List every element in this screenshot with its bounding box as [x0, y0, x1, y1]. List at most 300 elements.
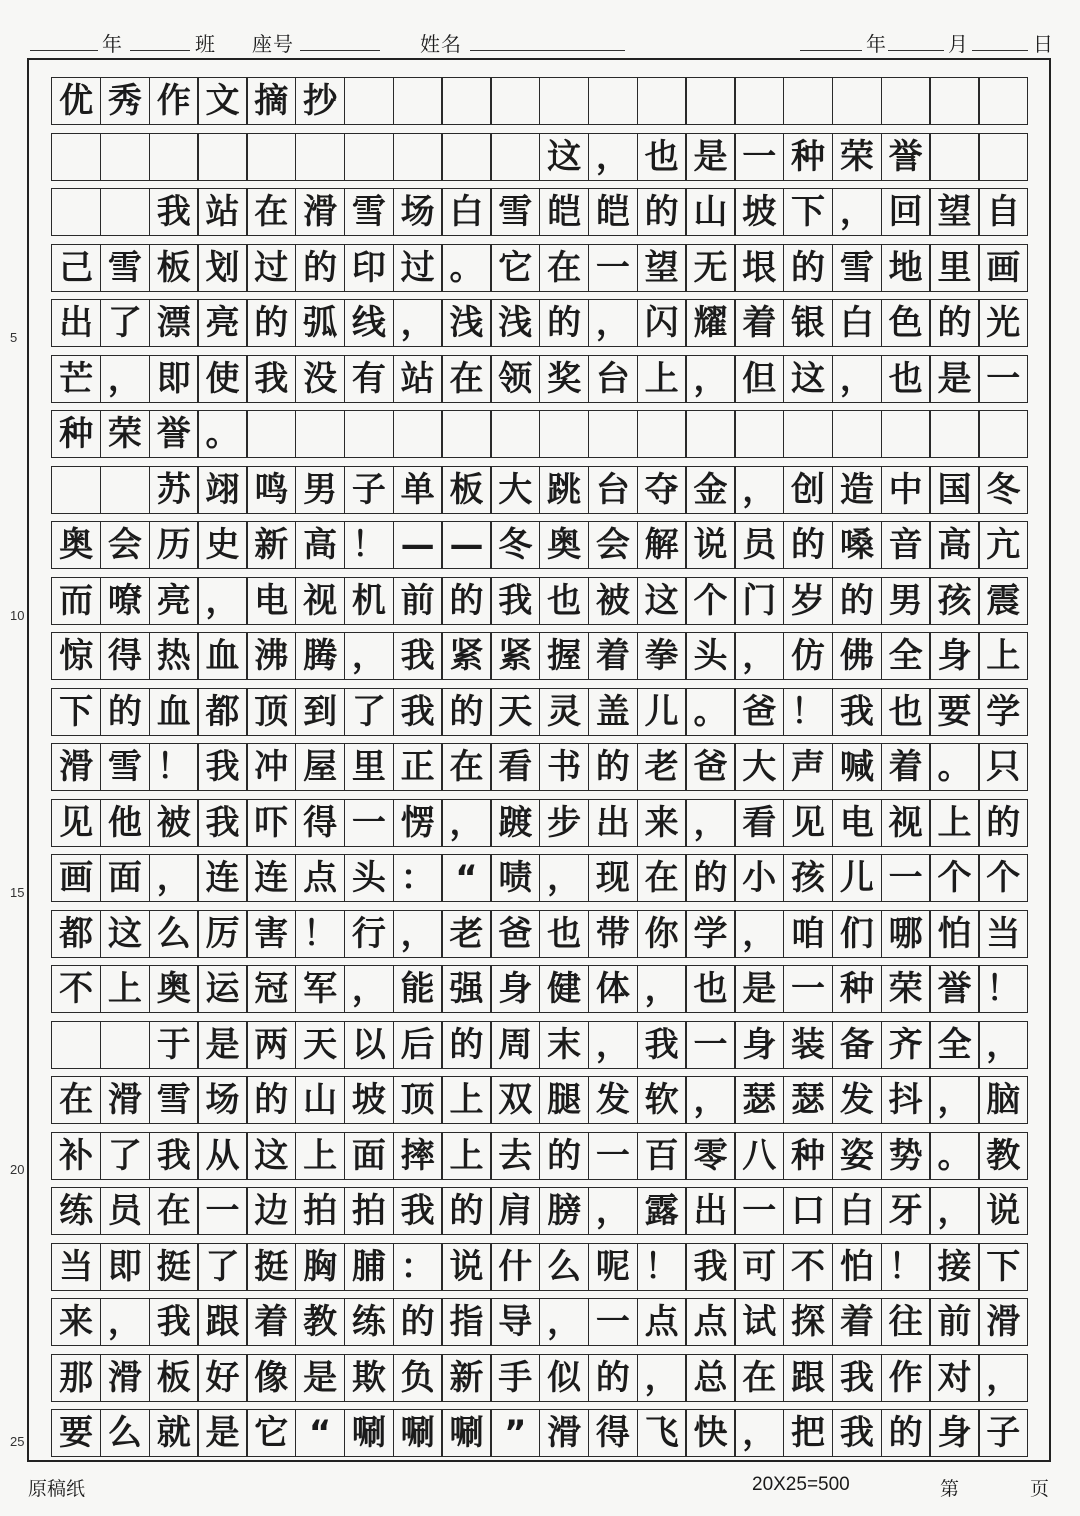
- grid-cell: 是: [197, 1021, 247, 1069]
- grid-cell: ，: [685, 799, 735, 847]
- grid-cell: 接: [929, 1243, 979, 1291]
- grid-cell: 势: [881, 1132, 931, 1180]
- grid-cell: 板: [149, 244, 199, 292]
- grid-cell: 不: [783, 1243, 833, 1291]
- grid-cell: 没: [295, 355, 345, 403]
- grid-cell: 顶: [393, 1076, 443, 1124]
- grid-cell: 军: [295, 965, 345, 1013]
- grid-cell: —: [441, 521, 491, 569]
- grid-cell: 这: [637, 577, 687, 625]
- grid-cell: 八: [734, 1132, 784, 1180]
- grid-cell: [978, 77, 1028, 125]
- grid-cell: 我: [393, 632, 443, 680]
- grid-cell: [685, 410, 735, 458]
- grid-cell: 发: [832, 1076, 882, 1124]
- grid-cell: 作: [881, 1354, 931, 1402]
- grid-cell: ，: [393, 299, 443, 347]
- grid-cell: 视: [881, 799, 931, 847]
- grid-cell: 板: [441, 466, 491, 514]
- grid-cell: 就: [149, 1409, 199, 1457]
- grid-cell: 把: [783, 1409, 833, 1457]
- grid-cell: 里: [344, 743, 394, 791]
- grid-cell: 垠: [734, 244, 784, 292]
- grid-cell: 行: [344, 910, 394, 958]
- grid-cell: 是: [929, 355, 979, 403]
- grid-cell: 的: [441, 1187, 491, 1235]
- grid-cell: 也: [539, 910, 589, 958]
- grid-cell: 过: [246, 244, 296, 292]
- grid-cell: 高: [929, 521, 979, 569]
- grid-cell: 白: [832, 299, 882, 347]
- grid-cell: [588, 77, 638, 125]
- grid-cell: ！: [344, 521, 394, 569]
- grid-cell: 漂: [149, 299, 199, 347]
- grid-cell: 望: [637, 244, 687, 292]
- grid-cell: 种: [783, 133, 833, 181]
- grid-cell: 露: [637, 1187, 687, 1235]
- grid-cell: 白: [441, 188, 491, 236]
- grid-cell: 唰: [393, 1409, 443, 1457]
- grid-cell: [783, 410, 833, 458]
- grid-cell: 脯: [344, 1243, 394, 1291]
- day-blank[interactable]: [972, 50, 1028, 51]
- grid-cell: [978, 133, 1028, 181]
- grid-cell: ，: [539, 1298, 589, 1346]
- grid-cell: 双: [490, 1076, 540, 1124]
- grid-cell: 。: [929, 743, 979, 791]
- grid-cell: 末: [539, 1021, 589, 1069]
- grid-cell: [832, 77, 882, 125]
- grid-cell: 抖: [881, 1076, 931, 1124]
- grid-cell: 的: [539, 299, 589, 347]
- header-name-label: 姓名: [420, 32, 462, 56]
- grid-cell: 这: [246, 1132, 296, 1180]
- grid-cell: 前: [393, 577, 443, 625]
- grid-cell: 里: [929, 244, 979, 292]
- grid-cell: 坡: [734, 188, 784, 236]
- grid-cell: 么: [149, 910, 199, 958]
- grid-cell: 。: [441, 244, 491, 292]
- grid-cell: 点: [295, 854, 345, 902]
- grid-cell: 浅: [441, 299, 491, 347]
- grid-cell: 什: [490, 1243, 540, 1291]
- grid-cell: ！: [295, 910, 345, 958]
- grid-cell: 学: [685, 910, 735, 958]
- grid-cell: 踱: [490, 799, 540, 847]
- grid-cell: 步: [539, 799, 589, 847]
- grid-cell: 姿: [832, 1132, 882, 1180]
- footer-spec: 20X25=500: [752, 1474, 850, 1495]
- grid-cell: [881, 77, 931, 125]
- grid-cell: 只: [978, 743, 1028, 791]
- grid-cell: 秀: [100, 77, 150, 125]
- grid-cell: [734, 410, 784, 458]
- grid-cell: 教: [978, 1132, 1028, 1180]
- grid-cell: 闪: [637, 299, 687, 347]
- grid-cell: 滑: [978, 1298, 1028, 1346]
- grid-cell: 冲: [246, 743, 296, 791]
- grid-cell: 在: [539, 244, 589, 292]
- grid-cell: 连: [197, 854, 247, 902]
- grid-cell: 的: [441, 1021, 491, 1069]
- grid-cell: 肩: [490, 1187, 540, 1235]
- grid-cell: [441, 77, 491, 125]
- grid-cell: 发: [588, 1076, 638, 1124]
- grid-cell: 健: [539, 965, 589, 1013]
- grid-cell: 银: [783, 299, 833, 347]
- grid-cell: 的: [783, 244, 833, 292]
- grid-cell: 强: [441, 965, 491, 1013]
- grid-cell: “: [441, 854, 491, 902]
- grid-cell: 站: [393, 355, 443, 403]
- grid-cell: 头: [344, 854, 394, 902]
- grid-cell: 新: [441, 1354, 491, 1402]
- grid-cell: 儿: [832, 854, 882, 902]
- grid-cell: 当: [51, 1243, 101, 1291]
- grid-cell: 个: [929, 854, 979, 902]
- grid-cell: 男: [295, 466, 345, 514]
- grid-cell: 去: [490, 1132, 540, 1180]
- grid-cell: ，: [197, 577, 247, 625]
- grid-cell: [100, 466, 150, 514]
- grid-cell: 着: [734, 299, 784, 347]
- grid-cell: 老: [441, 910, 491, 958]
- grid-cell: 运: [197, 965, 247, 1013]
- grid-cell: “: [295, 1409, 345, 1457]
- grid-cell: [246, 410, 296, 458]
- grid-cell: 的: [929, 299, 979, 347]
- grid-cell: 前: [929, 1298, 979, 1346]
- grid-cell: 着: [832, 1298, 882, 1346]
- grid-cell: 怕: [929, 910, 979, 958]
- grid-cell: 荣: [881, 965, 931, 1013]
- grid-cell: 冠: [246, 965, 296, 1013]
- grid-cell: 跟: [197, 1298, 247, 1346]
- grid-cell: 见: [51, 799, 101, 847]
- grid-cell: 要: [929, 688, 979, 736]
- grid-cell: 欺: [344, 1354, 394, 1402]
- grid-cell: 愣: [393, 799, 443, 847]
- grid-cell: [490, 77, 540, 125]
- grid-cell: 场: [393, 188, 443, 236]
- grid-cell: 拳: [637, 632, 687, 680]
- grid-cell: 的: [588, 743, 638, 791]
- grid-cell: 现: [588, 854, 638, 902]
- grid-cell: 使: [197, 355, 247, 403]
- grid-cell: 口: [783, 1187, 833, 1235]
- grid-cell: 的: [881, 1409, 931, 1457]
- grid-cell: 机: [344, 577, 394, 625]
- grid-cell: 拍: [344, 1187, 394, 1235]
- grid-cell: 呢: [588, 1243, 638, 1291]
- grid-cell: 膀: [539, 1187, 589, 1235]
- grid-cell: ！: [783, 688, 833, 736]
- grid-cell: 亮: [149, 577, 199, 625]
- name-blank[interactable]: [470, 50, 625, 51]
- grid-cell: 牙: [881, 1187, 931, 1235]
- grid-cell: 正: [393, 743, 443, 791]
- grid-cell: [929, 410, 979, 458]
- grid-cell: 门: [734, 577, 784, 625]
- grid-cell: 也: [539, 577, 589, 625]
- grid-cell: 嘹: [100, 577, 150, 625]
- grid-cell: ，: [441, 799, 491, 847]
- grid-cell: ，: [929, 1076, 979, 1124]
- grid-cell: 跟: [783, 1354, 833, 1402]
- grid-cell: 握: [539, 632, 589, 680]
- grid-cell: 小: [734, 854, 784, 902]
- grid-cell: 顶: [246, 688, 296, 736]
- grid-cell: 面: [100, 854, 150, 902]
- grid-cell: 唰: [441, 1409, 491, 1457]
- header-date-day: 日: [1033, 32, 1054, 56]
- grid-cell: 出: [685, 1187, 735, 1235]
- grid-cell: 仿: [783, 632, 833, 680]
- grid-cell: 指: [441, 1298, 491, 1346]
- grid-cell: 了: [100, 299, 150, 347]
- grid-cell: 的: [783, 521, 833, 569]
- grid-cell: [51, 133, 101, 181]
- grid-cell: 们: [832, 910, 882, 958]
- grid-cell: 上: [295, 1132, 345, 1180]
- class-blank[interactable]: [130, 50, 190, 51]
- grid-cell: 哪: [881, 910, 931, 958]
- grid-cell: 我: [246, 355, 296, 403]
- grid-cell: 么: [100, 1409, 150, 1457]
- grid-cell: 震: [978, 577, 1028, 625]
- grid-cell: ，: [734, 910, 784, 958]
- grid-cell: 头: [685, 632, 735, 680]
- grid-cell: 带: [588, 910, 638, 958]
- grid-cell: [734, 77, 784, 125]
- grid-cell: 学: [978, 688, 1028, 736]
- grid-cell: [100, 1021, 150, 1069]
- grid-cell: ，: [344, 965, 394, 1013]
- grid-cell: [100, 133, 150, 181]
- grid-cell: 过: [393, 244, 443, 292]
- grid-cell: 啧: [490, 854, 540, 902]
- grid-cell: 。: [929, 1132, 979, 1180]
- grid-cell: 身: [929, 1409, 979, 1457]
- grid-cell: 以: [344, 1021, 394, 1069]
- grid-cell: 唰: [344, 1409, 394, 1457]
- grid-cell: 厉: [197, 910, 247, 958]
- grid-cell: 说: [685, 521, 735, 569]
- grid-cell: ，: [539, 854, 589, 902]
- grid-cell: 视: [295, 577, 345, 625]
- grid-cell: 雪: [490, 188, 540, 236]
- grid-cell: 惊: [51, 632, 101, 680]
- grid-cell: 的: [685, 854, 735, 902]
- grid-cell: 胸: [295, 1243, 345, 1291]
- grid-cell: 上: [978, 632, 1028, 680]
- grid-cell: 也: [881, 355, 931, 403]
- grid-cell: 天: [295, 1021, 345, 1069]
- grid-cell: 可: [734, 1243, 784, 1291]
- grid-cell: 紧: [441, 632, 491, 680]
- grid-cell: 夺: [637, 466, 687, 514]
- grid-cell: ，: [588, 133, 638, 181]
- grid-cell: 造: [832, 466, 882, 514]
- grid-cell: 但: [734, 355, 784, 403]
- grid-cell: 种: [832, 965, 882, 1013]
- grid-cell: 于: [149, 1021, 199, 1069]
- grid-cell: 历: [149, 521, 199, 569]
- grid-cell: 备: [832, 1021, 882, 1069]
- grid-cell: 誉: [881, 133, 931, 181]
- grid-cell: 连: [246, 854, 296, 902]
- grid-cell: 好: [197, 1354, 247, 1402]
- grid-cell: 沸: [246, 632, 296, 680]
- grid-cell: 画: [51, 854, 101, 902]
- grid-cell: 誉: [149, 410, 199, 458]
- grid-cell: 对: [929, 1354, 979, 1402]
- grid-cell: 负: [393, 1354, 443, 1402]
- grid-cell: ！: [978, 965, 1028, 1013]
- grid-cell: 一: [344, 799, 394, 847]
- grid-cell: 我: [197, 799, 247, 847]
- grid-cell: ！: [637, 1243, 687, 1291]
- grid-cell: 的: [832, 577, 882, 625]
- grid-cell: 害: [246, 910, 296, 958]
- grid-cell: 我: [832, 688, 882, 736]
- grid-cell: 弧: [295, 299, 345, 347]
- row-number-10: 10: [10, 608, 25, 623]
- header-seat-label: 座号: [252, 32, 294, 56]
- grid-cell: 这: [100, 910, 150, 958]
- grid-cell: 挺: [246, 1243, 296, 1291]
- grid-cell: ，: [637, 1354, 687, 1402]
- grid-cell: 点: [637, 1298, 687, 1346]
- grid-cell: 台: [588, 355, 638, 403]
- grid-cell: ，: [100, 355, 150, 403]
- grid-cell: 拍: [295, 1187, 345, 1235]
- grid-cell: 我: [685, 1243, 735, 1291]
- grid-cell: 全: [929, 1021, 979, 1069]
- grid-cell: 着: [246, 1298, 296, 1346]
- grid-cell: ，: [685, 355, 735, 403]
- grid-cell: 摔: [393, 1132, 443, 1180]
- grid-cell: 是: [197, 1409, 247, 1457]
- grid-cell: 到: [295, 688, 345, 736]
- grid-cell: ，: [588, 1021, 638, 1069]
- grade-blank[interactable]: [30, 50, 98, 51]
- grid-cell: 爸: [685, 743, 735, 791]
- grid-cell: ，: [832, 188, 882, 236]
- grid-cell: 两: [246, 1021, 296, 1069]
- grid-cell: 场: [197, 1076, 247, 1124]
- grid-cell: 一: [881, 854, 931, 902]
- grid-cell: 练: [51, 1187, 101, 1235]
- row-number-20: 20: [10, 1162, 25, 1177]
- row-number-5: 5: [10, 330, 18, 345]
- grid-cell: —: [393, 521, 443, 569]
- grid-cell: 地: [881, 244, 931, 292]
- grid-cell: 我: [832, 1354, 882, 1402]
- grid-cell: 嗓: [832, 521, 882, 569]
- grid-cell: 血: [197, 632, 247, 680]
- grid-cell: 冬: [978, 466, 1028, 514]
- grid-cell: 坡: [344, 1076, 394, 1124]
- grid-cell: 齐: [881, 1021, 931, 1069]
- grid-cell: 着: [588, 632, 638, 680]
- grid-cell: 即: [149, 355, 199, 403]
- grid-cell: 在: [441, 743, 491, 791]
- grid-cell: 大: [490, 466, 540, 514]
- grid-cell: 台: [588, 466, 638, 514]
- grid-cell: ，: [149, 854, 199, 902]
- year-blank[interactable]: [800, 50, 862, 51]
- grid-cell: 中: [881, 466, 931, 514]
- grid-cell: [393, 133, 443, 181]
- grid-cell: 岁: [783, 577, 833, 625]
- grid-cell: [539, 77, 589, 125]
- row-number-25: 25: [10, 1434, 25, 1449]
- grid-cell: 皑: [588, 188, 638, 236]
- grid-cell: 誉: [929, 965, 979, 1013]
- grid-cell: 从: [197, 1132, 247, 1180]
- grid-cell: ：: [393, 1243, 443, 1291]
- grid-cell: 孩: [929, 577, 979, 625]
- grid-cell: 我: [149, 1298, 199, 1346]
- grid-cell: [539, 410, 589, 458]
- grid-cell: ，: [588, 1187, 638, 1235]
- grid-cell: 也: [637, 133, 687, 181]
- grid-cell: 滑: [295, 188, 345, 236]
- grid-cell: 试: [734, 1298, 784, 1346]
- grid-cell: 在: [441, 355, 491, 403]
- grid-cell: 是: [685, 133, 735, 181]
- grid-cell: 己: [51, 244, 101, 292]
- grid-cell: 着: [881, 743, 931, 791]
- seat-blank[interactable]: [300, 50, 380, 51]
- grid-cell: 在: [149, 1187, 199, 1235]
- grid-cell: [393, 410, 443, 458]
- grid-cell: 你: [637, 910, 687, 958]
- grid-cell: 探: [783, 1298, 833, 1346]
- grid-cell: [51, 188, 101, 236]
- grid-cell: 。: [685, 688, 735, 736]
- grid-cell: 冬: [490, 521, 540, 569]
- grid-cell: 站: [197, 188, 247, 236]
- grid-cell: 都: [51, 910, 101, 958]
- grid-cell: 翊: [197, 466, 247, 514]
- grid-cell: 无: [685, 244, 735, 292]
- month-blank[interactable]: [888, 50, 944, 51]
- grid-cell: 软: [637, 1076, 687, 1124]
- grid-cell: 挺: [149, 1243, 199, 1291]
- grid-cell: 我: [197, 743, 247, 791]
- grid-cell: 我: [149, 1132, 199, 1180]
- grid-cell: 会: [100, 521, 150, 569]
- grid-cell: [344, 77, 394, 125]
- grid-cell: 解: [637, 521, 687, 569]
- grid-cell: [51, 1021, 101, 1069]
- grid-cell: 这: [783, 355, 833, 403]
- grid-cell: 往: [881, 1298, 931, 1346]
- grid-cell: 总: [685, 1354, 735, 1402]
- grid-cell: 被: [588, 577, 638, 625]
- grid-cell: 一: [588, 1132, 638, 1180]
- grid-cell: 后: [393, 1021, 443, 1069]
- grid-cell: 一: [588, 1298, 638, 1346]
- grid-cell: ，: [344, 632, 394, 680]
- grid-cell: 印: [344, 244, 394, 292]
- grid-cell: [246, 133, 296, 181]
- grid-cell: 画: [978, 244, 1028, 292]
- grid-cell: 光: [978, 299, 1028, 347]
- grid-cell: 喊: [832, 743, 882, 791]
